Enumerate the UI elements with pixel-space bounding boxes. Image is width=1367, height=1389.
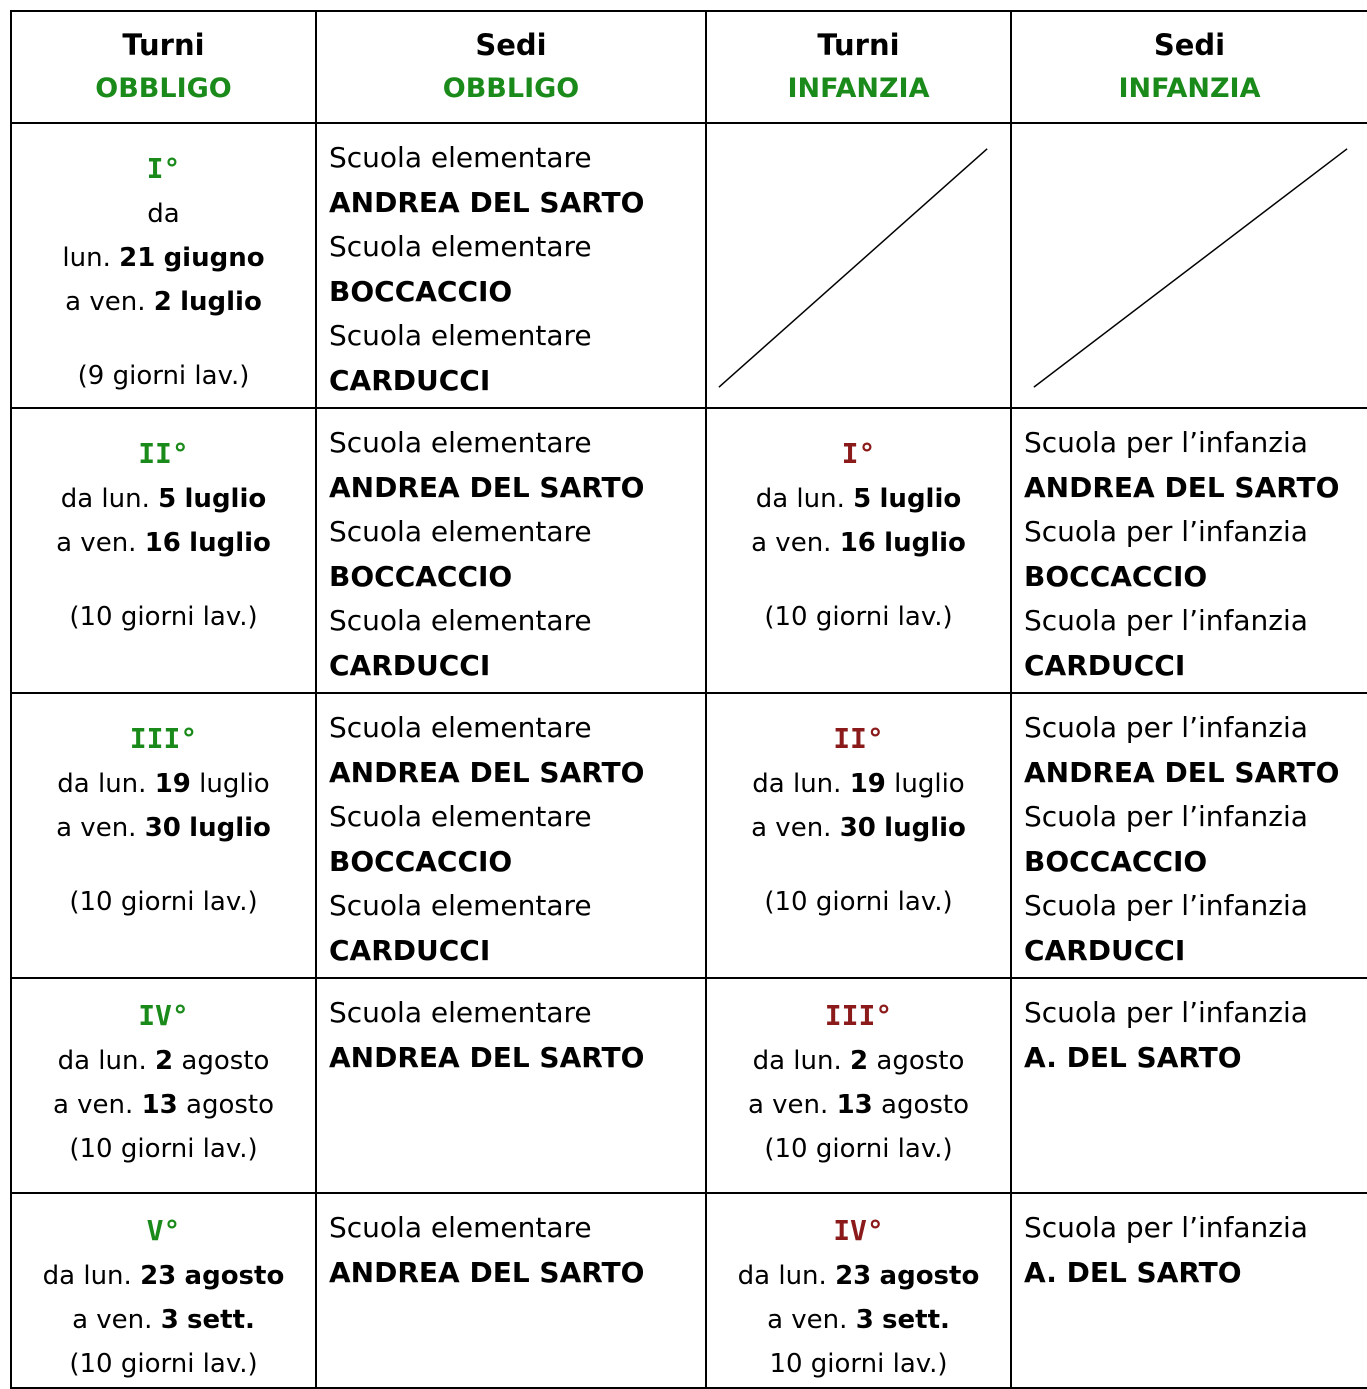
sedi-obbligo-cell [316, 408, 706, 693]
date-start: da lun. 5 luglio [755, 484, 962, 514]
date-end: a ven. 16 luglio [751, 528, 966, 558]
sedi-obbligo-cell [316, 123, 706, 408]
header-sedi-infanzia [1011, 11, 1367, 123]
turno-obbligo-cell [11, 978, 316, 1193]
school-name: ANDREA DEL SARTO [329, 1255, 645, 1289]
turno-number: IV° [833, 1214, 884, 1247]
sedi-infanzia-cell [1011, 978, 1367, 1193]
date-end: a ven. 2 luglio [65, 287, 262, 317]
date-start: da lun. 23 agosto [737, 1261, 980, 1291]
working-days: (10 giorni lav.) [69, 887, 258, 917]
turno-infanzia-cell [706, 693, 1011, 978]
sedi-infanzia-cell [1011, 1193, 1367, 1388]
date-end: a ven. 30 luglio [56, 813, 271, 843]
table-row [11, 693, 1367, 978]
school-type: Scuola elementare [329, 319, 592, 352]
school-name: CARDUCCI [329, 933, 491, 967]
school-type: Scuola elementare [329, 604, 592, 637]
date-end: a ven. 13 agosto [52, 1090, 275, 1120]
school-type: Scuola per l’infanzia [1024, 996, 1308, 1029]
turno-number: III° [129, 722, 198, 755]
school-name: BOCCACCIO [1024, 844, 1208, 878]
turno-number: IV° [138, 999, 189, 1032]
school-name: ANDREA DEL SARTO [329, 185, 645, 219]
working-days: (10 giorni lav.) [69, 1134, 258, 1164]
turno-number: I° [146, 152, 181, 185]
working-days: 10 giorni lav.) [769, 1349, 948, 1379]
school-type: Scuola elementare [329, 800, 592, 833]
header-subtitle: INFANZIA [787, 73, 930, 104]
empty-sedi-infanzia-cell [1011, 123, 1367, 408]
working-days: (10 giorni lav.) [764, 1134, 953, 1164]
school-type: Scuola per l’infanzia [1024, 515, 1308, 548]
turno-infanzia-cell [706, 1193, 1011, 1388]
school-type: Scuola per l’infanzia [1024, 889, 1308, 922]
sedi-obbligo-cell [316, 693, 706, 978]
school-name: A. DEL SARTO [1024, 1255, 1242, 1289]
header-subtitle: OBBLIGO [442, 73, 580, 104]
turni-table [10, 10, 1367, 1389]
header-title: Sedi [475, 28, 547, 62]
working-days: (10 giorni lav.) [764, 887, 953, 917]
date-end: a ven. 3 sett. [72, 1305, 255, 1335]
turno-infanzia-cell [706, 408, 1011, 693]
strike-line [707, 124, 1010, 407]
date-start: lun. 21 giugno [62, 243, 265, 273]
school-type: Scuola elementare [329, 996, 592, 1029]
header-sedi-obbligo [316, 11, 706, 123]
turno-obbligo-cell [11, 123, 316, 408]
turno-infanzia-cell [706, 978, 1011, 1193]
working-days: (10 giorni lav.) [764, 602, 953, 632]
header-turni-obbligo [11, 11, 316, 123]
sedi-infanzia-cell [1011, 408, 1367, 693]
table-row [11, 978, 1367, 1193]
header-title: Turni [122, 28, 205, 62]
turno-number: III° [824, 999, 893, 1032]
school-type: Scuola elementare [329, 889, 592, 922]
school-type: Scuola per l’infanzia [1024, 426, 1308, 459]
school-type: Scuola per l’infanzia [1024, 1211, 1308, 1244]
table-row [11, 408, 1367, 693]
header-subtitle: INFANZIA [1118, 73, 1261, 104]
date-start: da lun. 23 agosto [42, 1261, 285, 1291]
school-type: Scuola elementare [329, 711, 592, 744]
school-name: BOCCACCIO [1024, 559, 1208, 593]
turno-number: II° [138, 437, 189, 470]
school-name: ANDREA DEL SARTO [329, 755, 645, 789]
school-name: CARDUCCI [329, 648, 491, 682]
working-days: (10 giorni lav.) [69, 602, 258, 632]
school-type: Scuola elementare [329, 1211, 592, 1244]
school-name: ANDREA DEL SARTO [1024, 470, 1340, 504]
date-start: da lun. 2 agosto [57, 1046, 270, 1076]
label-da: da [147, 199, 180, 229]
sedi-obbligo-cell [316, 978, 706, 1193]
school-type: Scuola per l’infanzia [1024, 800, 1308, 833]
turno-number: V° [146, 1214, 181, 1247]
school-name: BOCCACCIO [329, 844, 513, 878]
school-type: Scuola elementare [329, 230, 592, 263]
working-days: (9 giorni lav.) [77, 361, 250, 391]
date-start: da lun. 2 agosto [752, 1046, 965, 1076]
school-name: ANDREA DEL SARTO [329, 470, 645, 504]
school-name: CARDUCCI [1024, 648, 1186, 682]
header-title: Sedi [1153, 28, 1226, 62]
school-type: Scuola elementare [329, 515, 592, 548]
school-name: BOCCACCIO [329, 559, 513, 593]
header-title: Turni [817, 28, 900, 62]
sedi-obbligo-cell [316, 1193, 706, 1388]
school-name: ANDREA DEL SARTO [1024, 755, 1340, 789]
date-end: a ven. 16 luglio [56, 528, 271, 558]
header-subtitle: OBBLIGO [95, 73, 232, 104]
date-start: da lun. 5 luglio [60, 484, 267, 514]
date-end: a ven. 13 agosto [747, 1090, 970, 1120]
school-type: Scuola per l’infanzia [1024, 711, 1308, 744]
sedi-infanzia-cell [1011, 693, 1367, 978]
date-start: da lun. 19 luglio [752, 769, 965, 799]
date-end: a ven. 3 sett. [767, 1305, 950, 1335]
turno-obbligo-cell [11, 1193, 316, 1388]
school-name: CARDUCCI [1024, 933, 1186, 967]
school-name: A. DEL SARTO [1024, 1040, 1242, 1074]
date-end: a ven. 30 luglio [751, 813, 966, 843]
turno-number: I° [841, 437, 876, 470]
school-name: BOCCACCIO [329, 274, 513, 308]
table-row [11, 123, 1367, 408]
working-days: (10 giorni lav.) [69, 1349, 258, 1379]
date-start: da lun. 19 luglio [57, 769, 270, 799]
school-type: Scuola per l’infanzia [1024, 604, 1308, 637]
header-row [11, 11, 1367, 123]
empty-turno-infanzia-cell [706, 123, 1011, 408]
school-name: ANDREA DEL SARTO [329, 1040, 645, 1074]
school-name: CARDUCCI [329, 363, 491, 397]
turno-number: II° [833, 722, 884, 755]
strike-line [1012, 124, 1367, 407]
table-row [11, 1193, 1367, 1388]
turno-obbligo-cell [11, 693, 316, 978]
school-type: Scuola elementare [329, 141, 592, 174]
school-type: Scuola elementare [329, 426, 592, 459]
header-turni-infanzia [706, 11, 1011, 123]
turno-obbligo-cell [11, 408, 316, 693]
